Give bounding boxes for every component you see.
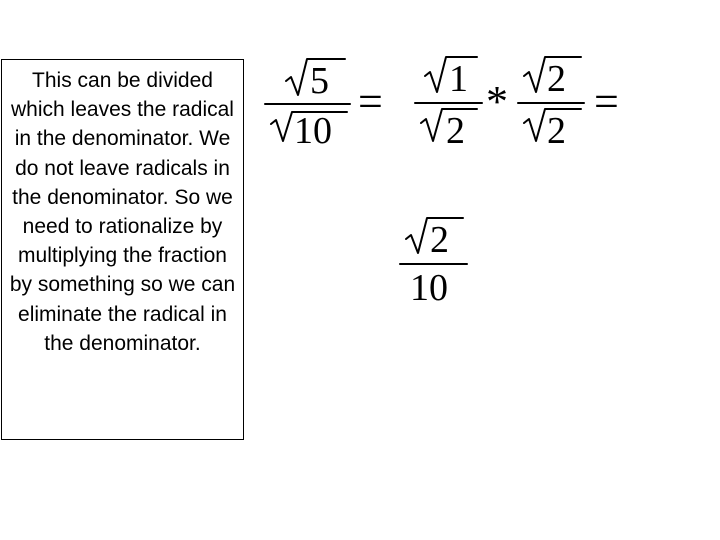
radicand-10: 10 [294,110,332,152]
radicand-2: 2 [430,219,449,261]
result-denominator: 10 [410,267,448,309]
radicand-2: 2 [547,110,566,152]
explanation-text: This can be divided which leaves the radical in the denominator. We do not leave radicals in the denominator. So we need to rationalize by multiplying the fraction by something so we can eliminate the radical in the denominator. [9,69,236,355]
multiply-sign: * [486,77,508,126]
radicand-2: 2 [446,110,465,152]
equals-sign: = [358,77,383,126]
radicand-5: 5 [310,60,329,102]
radicand-1: 1 [449,58,468,100]
radicand-2: 2 [547,58,566,100]
equals-sign: = [594,77,619,126]
